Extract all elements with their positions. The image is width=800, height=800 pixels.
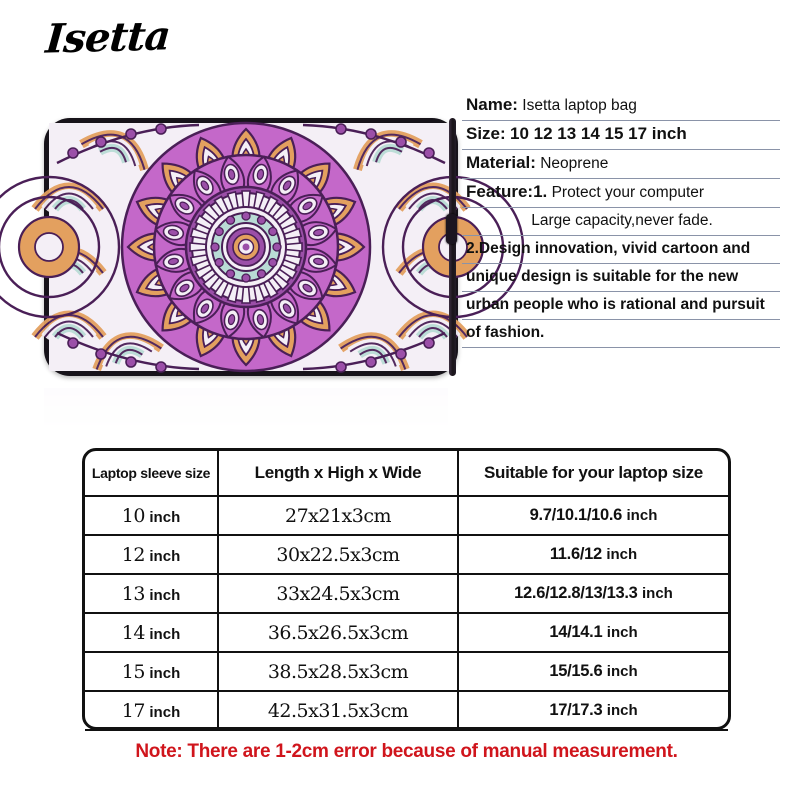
fit-unit: inch [606, 663, 638, 680]
laptop-sleeve-bag [44, 118, 458, 376]
brand-logo: Isetta [43, 12, 172, 63]
spec-row-size [462, 121, 780, 150]
table-row [85, 691, 728, 730]
fit-value: 9.7/10.1/10.6 [529, 506, 623, 524]
cell-suitable [458, 652, 728, 691]
spec-key-name: Name: [466, 95, 518, 114]
sleeve-size-value: 13 [121, 582, 145, 605]
table-note-row [85, 730, 728, 773]
spec-value-feature: Protect your computer [551, 184, 705, 201]
header-suitable: Suitable for your laptop size [458, 451, 728, 496]
sleeve-size-unit: inch [149, 703, 181, 721]
sleeve-size-value: 17 [121, 699, 145, 722]
cell-sleeve-size [85, 691, 218, 730]
sleeve-size-value: 12 [121, 543, 145, 566]
cell-suitable [458, 574, 728, 613]
product-reflection [44, 378, 458, 430]
spec-row-feature [462, 179, 780, 208]
cell-dimensions: 27x21x3cm [218, 496, 458, 535]
fit-unit: inch [606, 624, 638, 641]
table-row [85, 613, 728, 652]
cell-sleeve-size [85, 574, 218, 613]
sleeve-size-unit: inch [149, 508, 181, 526]
table-row [85, 496, 728, 535]
cell-sleeve-size [85, 613, 218, 652]
cell-sleeve-size [85, 535, 218, 574]
product-image [44, 118, 458, 376]
bag-zipper [449, 118, 456, 376]
spec-value-size: 10 12 13 14 15 17 inch [510, 124, 687, 143]
mandala-pattern-svg [49, 123, 453, 371]
sleeve-size-unit: inch [149, 664, 181, 682]
sleeve-size-value: 10 [121, 504, 145, 527]
spec-key-size: Size: [466, 124, 506, 143]
table-row [85, 652, 728, 691]
spec-value-material: Neoprene [540, 155, 609, 172]
fit-value: 14/14.1 [549, 623, 603, 641]
sleeve-size-unit: inch [149, 586, 181, 604]
fit-unit: inch [606, 546, 638, 563]
measurement-note: Note: There are 1-2cm error because of manual measurement. [85, 730, 728, 773]
fit-unit: inch [641, 585, 673, 602]
size-chart-table [82, 448, 731, 762]
fit-value: 11.6/12 [549, 545, 602, 563]
header-sleeve-size: Laptop sleeve size [85, 451, 218, 496]
spec-key-material: Material: [466, 153, 536, 172]
spec-value-name: Isetta laptop bag [522, 97, 637, 114]
cell-suitable [458, 496, 728, 535]
cell-dimensions: 36.5x26.5x3cm [218, 613, 458, 652]
table-row [85, 574, 728, 613]
fit-unit: inch [606, 702, 638, 719]
sleeve-size-value: 15 [121, 660, 145, 683]
spec-paragraph-line-3: urban people who is rational and pursuit [462, 292, 780, 320]
fit-value: 15/15.6 [549, 662, 603, 680]
fit-value: 17/17.3 [549, 701, 603, 719]
spec-row-material [462, 150, 780, 179]
cell-dimensions: 33x24.5x3cm [218, 574, 458, 613]
cell-dimensions: 38.5x28.5x3cm [218, 652, 458, 691]
spec-list [462, 92, 780, 348]
spec-row-capacity: Large capacity,never fade. [462, 208, 780, 236]
cell-sleeve-size [85, 496, 218, 535]
sleeve-size-unit: inch [149, 625, 181, 643]
header-dimensions: Length x High x Wide [218, 451, 458, 496]
spec-key-feature: Feature:1. [466, 182, 548, 201]
spec-paragraph-line-2: unique design is suitable for the new [462, 264, 780, 292]
spec-row-name [462, 92, 780, 121]
fit-unit: inch [626, 507, 658, 524]
cell-dimensions: 42.5x31.5x3cm [218, 691, 458, 730]
cell-sleeve-size [85, 652, 218, 691]
spec-paragraph-line-1: 2.Design innovation, vivid cartoon and [462, 236, 780, 264]
table-row [85, 535, 728, 574]
bag-face-pattern [49, 123, 453, 371]
cell-suitable [458, 535, 728, 574]
spec-paragraph-line-4: of fashion. [462, 320, 780, 348]
cell-suitable [458, 613, 728, 652]
cell-suitable [458, 691, 728, 730]
table-header-row [85, 451, 728, 496]
sleeve-size-value: 14 [121, 621, 145, 644]
fit-value: 12.6/12.8/13/13.3 [514, 584, 638, 602]
sleeve-size-unit: inch [149, 547, 181, 565]
zipper-pull-icon [446, 214, 457, 244]
cell-dimensions: 30x22.5x3cm [218, 535, 458, 574]
